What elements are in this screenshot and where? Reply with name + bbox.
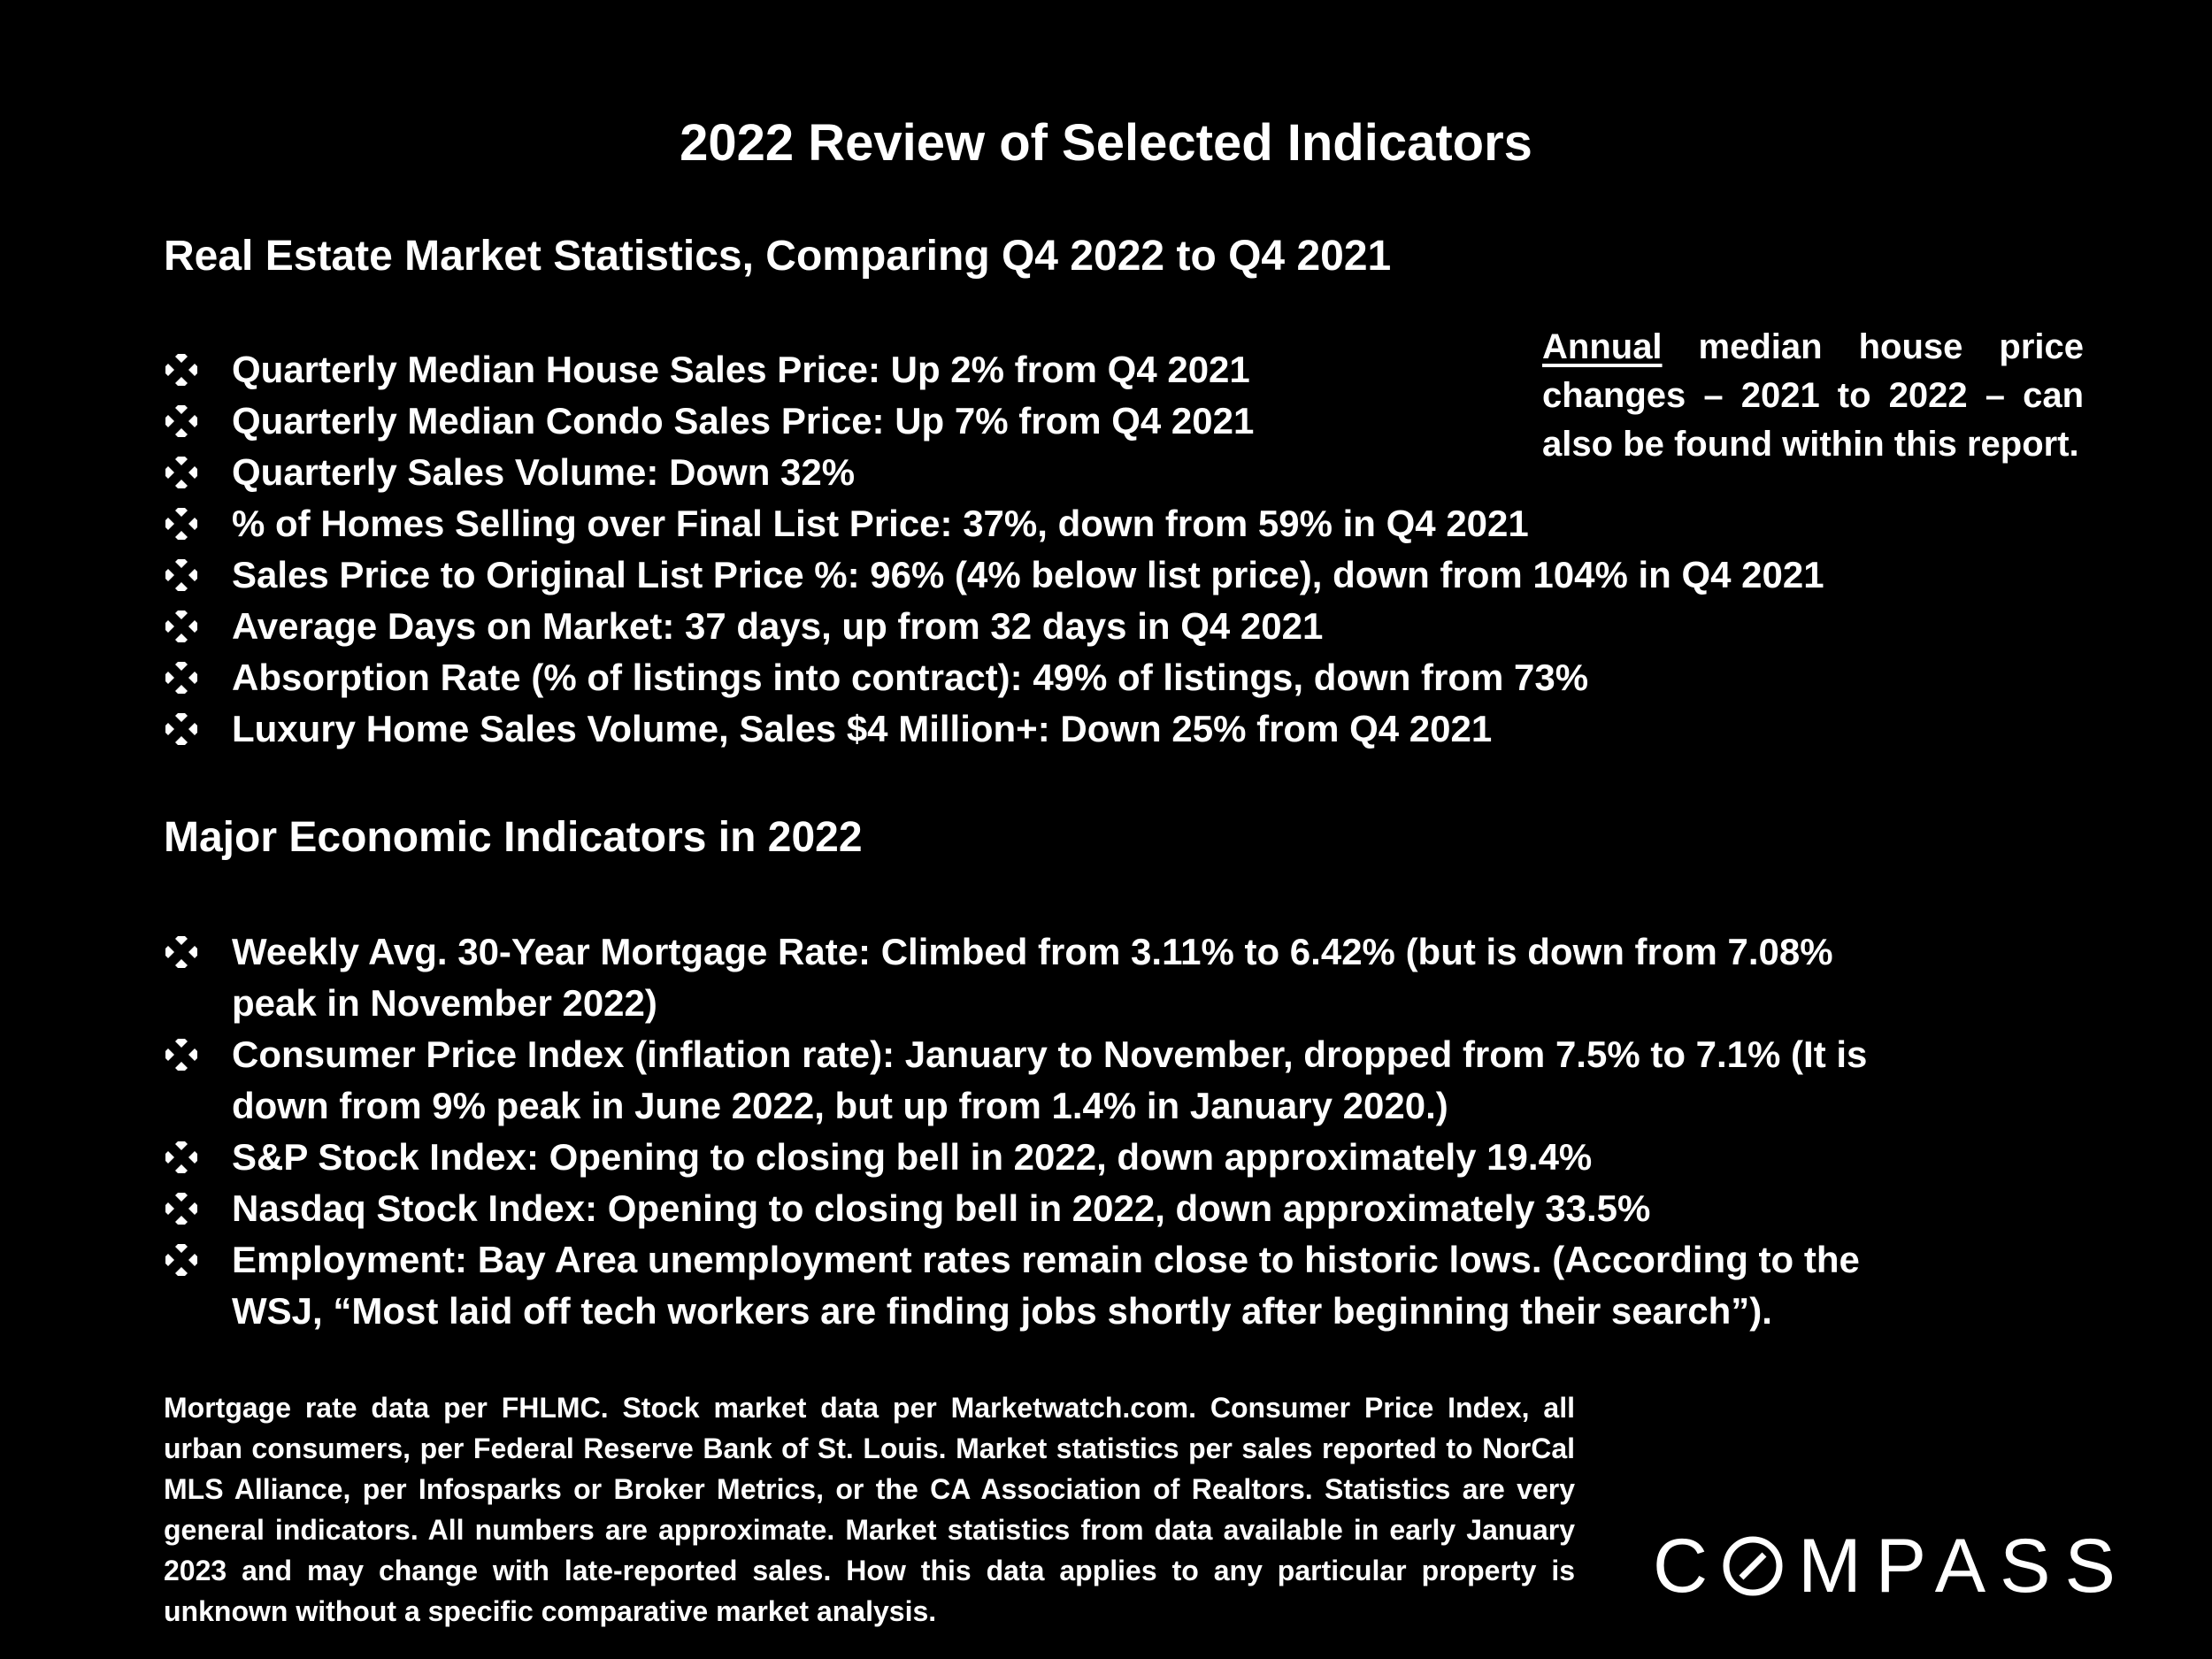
four-diamond-bullet-icon	[164, 926, 199, 978]
economic-item	[164, 1234, 1924, 1337]
real-estate-item-text: Luxury Home Sales Volume, Sales $4 Million+: Down 25% from Q4 2021	[232, 708, 1493, 749]
real-estate-item	[164, 498, 1824, 549]
economic-heading: Major Economic Indicators in 2022	[164, 814, 863, 861]
real-estate-item-text: Quarterly Sales Volume: Down 32%	[232, 451, 856, 493]
real-estate-item	[164, 703, 1824, 755]
side-note-text: median house price changes – 2021 to 2022 – can also be found within this report.	[1542, 327, 2084, 464]
real-estate-item	[164, 601, 1824, 652]
economic-item	[164, 1029, 1924, 1132]
economic-item-text: Weekly Avg. 30-Year Mortgage Rate: Climbed from 3.11% to 6.42% (but is down from 7.08% peak in November 2022)	[232, 931, 1833, 1024]
real-estate-item-text: Average Days on Market: 37 days, up from 32 days in Q4 2021	[232, 605, 1324, 647]
logo-o-icon	[1722, 1535, 1784, 1597]
real-estate-item	[164, 549, 1824, 601]
footnote: Mortgage rate data per FHLMC. Stock market data per Marketwatch.com. Consumer Price Index, all urban consumers, per Federal Reserve Bank of St. Louis. Market statistics per sales reported to NorCal MLS Alliance, per Infosparks or Broker Metrics, or the CA Association of Realtors. Statistics are very general indicators. All numbers are approximate. Market statistics from data available in early January 2023 and may change with late-reported sales. How this data applies to any particular property is unknown without a specific comparative market analysis.	[164, 1392, 1575, 1627]
four-diamond-bullet-icon	[164, 344, 199, 396]
economic-item	[164, 926, 1924, 1029]
four-diamond-bullet-icon	[164, 1234, 199, 1286]
four-diamond-bullet-icon	[164, 1132, 199, 1183]
real-estate-item-text: Quarterly Median Condo Sales Price: Up 7% from Q4 2021	[232, 400, 1255, 442]
four-diamond-bullet-icon	[164, 601, 199, 652]
side-note	[1542, 323, 2084, 469]
economic-item	[164, 1132, 1924, 1183]
four-diamond-bullet-icon	[164, 447, 199, 498]
four-diamond-bullet-icon	[164, 396, 199, 447]
economic-item-text: Employment: Bay Area unemployment rates remain close to historic lows. (According to the WSJ, “Most laid off tech workers are finding jobs shortly after beginning their search”).	[232, 1239, 1860, 1332]
four-diamond-bullet-icon	[164, 1183, 199, 1234]
logo-rest: MPASS	[1798, 1524, 2130, 1609]
real-estate-heading: Real Estate Market Statistics, Comparing Q4 2022 to Q4 2021	[164, 233, 1392, 280]
compass-logo	[1653, 1524, 2130, 1609]
economic-item-text: Consumer Price Index (inflation rate): January to November, dropped from 7.5% to 7.1% (It is down from 9% peak in June 2022, but up from 1.4% in January 2020.)	[232, 1033, 1868, 1126]
logo-letter-c: C	[1653, 1524, 1723, 1609]
four-diamond-bullet-icon	[164, 549, 199, 601]
real-estate-item-text: Sales Price to Original List Price %: 96% (4% below list price), down from 104% in Q4 2021	[232, 554, 1824, 595]
real-estate-item-text: Quarterly Median House Sales Price: Up 2% from Q4 2021	[232, 349, 1250, 390]
page-title: 2022 Review of Selected Indicators	[680, 114, 1532, 172]
four-diamond-bullet-icon	[164, 703, 199, 755]
economic-item-text: S&P Stock Index: Opening to closing bell in 2022, down approximately 19.4%	[232, 1136, 1593, 1178]
real-estate-item	[164, 652, 1824, 703]
economic-list	[164, 926, 1924, 1337]
economic-item-text: Nasdaq Stock Index: Opening to closing bell in 2022, down approximately 33.5%	[232, 1187, 1651, 1229]
four-diamond-bullet-icon	[164, 498, 199, 549]
real-estate-item-text: Absorption Rate (% of listings into contract): 49% of listings, down from 73%	[232, 657, 1589, 698]
economic-item	[164, 1183, 1924, 1234]
real-estate-item-text: % of Homes Selling over Final List Price: 37%, down from 59% in Q4 2021	[232, 503, 1529, 544]
four-diamond-bullet-icon	[164, 1029, 199, 1080]
four-diamond-bullet-icon	[164, 652, 199, 703]
side-note-underlined: Annual	[1542, 327, 1663, 366]
